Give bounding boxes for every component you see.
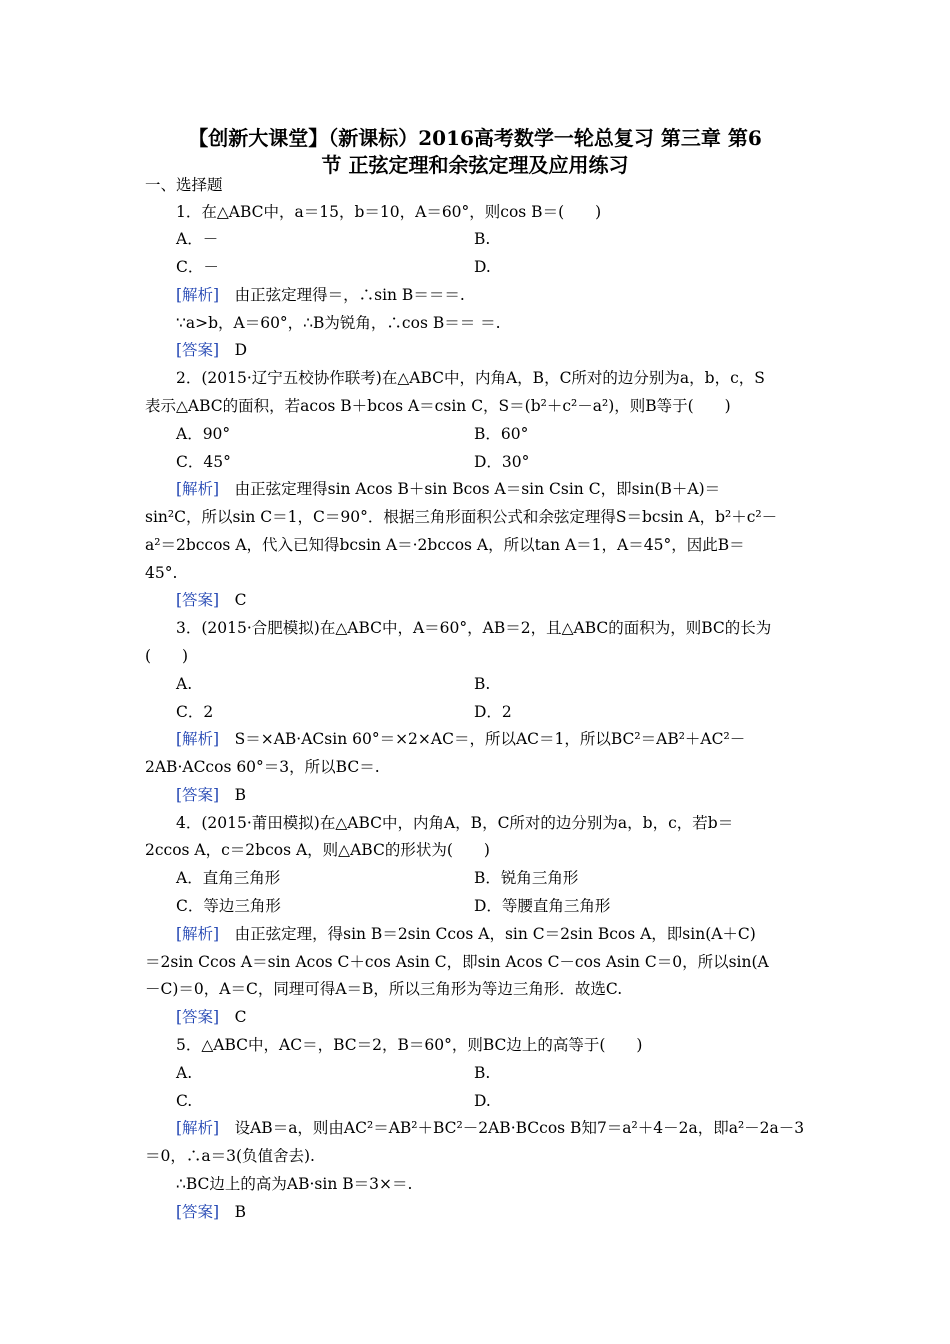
section-heading: 一、选择题 [145,176,223,194]
analysis-tag: [解析] [176,480,220,498]
q4-option-a: A．直角三角形 [176,869,281,887]
q4-analysis-text1: 由正弦定理，得sin B＝2sin Ccos A，sin C＝2sin Bcos A，即sin(A＋C) [219,925,756,943]
q4-stem-line2: 2ccos A，c＝2bcos A，则△ABC的形状为( ) [145,841,490,859]
q4-option-b: B．锐角三角形 [474,869,579,887]
analysis-tag: [解析] [176,1119,220,1137]
answer-tag: [答案] [176,1203,220,1221]
q5-analysis-text1: 设AB＝a，则由AC²＝AB²＋BC²－2AB·BCcos B知7＝a²＋4－2a，即a²－2a－3 [219,1119,805,1137]
q2-analysis-text1: 由正弦定理得sin Acos B＋sin Bcos A＝sin Csin C，即sin(B＋A)＝ [219,480,721,498]
q1-analysis-text2: ∵a>b，A＝60°，∴B为锐角，∴cos B＝＝ ＝. [176,314,501,332]
q1-option-b: B. [474,230,491,248]
q1-answer-value: D [219,341,248,359]
answer-tag: [答案] [176,341,220,359]
q3-option-d: D．2 [474,703,512,721]
q5-answer [176,1202,813,1222]
analysis-tag: [解析] [176,925,220,943]
q3-option-c: C．2 [176,703,214,721]
q3-analysis-text1: S＝×AB·ACsin 60°＝×2×AC＝，所以AC＝1，所以BC²＝AB²＋AC²－ [219,730,746,748]
analysis-tag: [解析] [176,730,220,748]
q2-analysis-text2: sin²C，所以sin C＝1，C＝90°．根据三角形面积公式和余弦定理得S＝bcsin A，b²＋c²－ [145,508,778,526]
q3-analysis-text2: 2AB·ACcos 60°＝3，所以BC＝. [145,758,380,776]
answer-tag: [答案] [176,591,220,609]
q4-option-d: D．等腰直角三角形 [474,897,611,915]
q5-option-c: C. [176,1092,193,1110]
q5-analysis-text2: ＝0，∴a＝3(负值舍去). [145,1147,315,1165]
q4-stem-line1: 4．(2015·莆田模拟)在△ABC中，内角A，B，C所对的边分别为a，b，c，若b＝ [176,814,734,832]
q3-option-a: A. [176,675,193,693]
q5-option-b: B. [474,1064,491,1082]
q4-analysis-text2: ＝2sin Ccos A＝sin Acos C＋cos Asin C，即sin Acos C－cos Asin C＝0，所以sin(A [145,953,769,971]
q1-analysis [176,285,813,305]
q2-option-a: A．90° [176,425,231,443]
doc-title-line1: 【创新大课堂】（新课标）2016高考数学一轮总复习 第三章 第6 [188,126,762,150]
q1-analysis-text1: 由正弦定理得＝，∴sin B＝＝＝. [219,286,465,304]
q5-analysis-text3: ∴BC边上的高为AB·sin B＝3×＝. [176,1175,413,1193]
analysis-tag: [解析] [176,286,220,304]
q1-option-c: C．－ [176,258,219,276]
q1-answer [176,340,813,360]
q5-option-d: D. [474,1092,491,1110]
q5-answer-value: B [219,1203,246,1221]
q1-stem: 1．在△ABC中，a＝15，b＝10，A＝60°，则cos B＝( ) [176,203,602,221]
q1-option-a: A．－ [176,230,219,248]
q3-stem-line1: 3．(2015·合肥模拟)在△ABC中，A＝60°，AB＝2，且△ABC的面积为，则BC的长为 [176,619,772,637]
q2-analysis-text3: a²＝2bccos A，代入已知得bcsin A＝·2bccos A，所以tan A＝1，A＝45°，因此B＝ [145,536,745,554]
q3-stem-line2: ( ) [145,647,189,665]
q4-analysis [176,924,813,944]
q2-answer [176,590,813,610]
q4-analysis-text3: －C)＝0，A＝C，同理可得A＝B，所以三角形为等边三角形．故选C. [145,980,623,998]
q3-analysis [176,729,813,749]
q4-answer-value: C [219,1008,247,1026]
q2-analysis [176,479,813,499]
answer-tag: [答案] [176,1008,220,1026]
q2-analysis-text4: 45°. [145,564,178,582]
q2-option-b: B．60° [474,425,529,443]
q3-answer [176,785,813,805]
q2-stem-line2: 表示△ABC的面积，若acos B＋bcos A＝csin C，S＝(b²＋c²－a²)，则B等于( ) [145,397,731,415]
doc-title-line2: 节 正弦定理和余弦定理及应用练习 [321,153,629,177]
q3-answer-value: B [219,786,246,804]
q4-answer [176,1007,813,1027]
q3-option-b: B. [474,675,491,693]
answer-tag: [答案] [176,786,220,804]
q2-answer-value: C [219,591,247,609]
q1-option-d: D. [474,258,491,276]
q2-stem-line1: 2．(2015·辽宁五校协作联考)在△ABC中，内角A，B，C所对的边分别为a，b，c，S [176,369,765,387]
q5-option-a: A. [176,1064,193,1082]
q5-stem: 5．△ABC中，AC＝，BC＝2，B＝60°，则BC边上的高等于( ) [176,1036,643,1054]
q2-option-c: C．45° [176,453,231,471]
q2-option-d: D．30° [474,453,530,471]
q4-option-c: C．等边三角形 [176,897,281,915]
q5-analysis [176,1118,813,1138]
